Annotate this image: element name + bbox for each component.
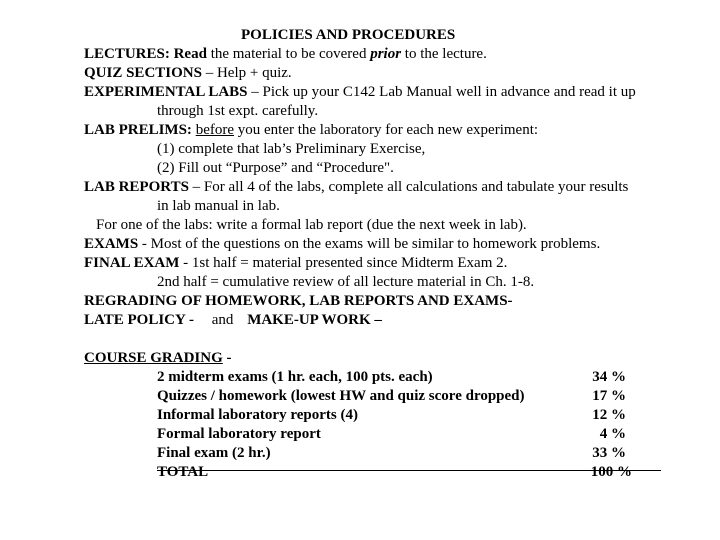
prelims-label: LAB PRELIMS:	[84, 122, 192, 138]
lectures-text-before: the material to be covered	[206, 46, 371, 62]
final-line	[84, 254, 507, 273]
prelims-item-1: (1) complete that lab’s Preliminary Exercise,	[157, 141, 426, 157]
late-line	[84, 311, 382, 330]
final-label: FINAL EXAM	[84, 255, 180, 271]
grading-row-pct: 17 %	[592, 388, 626, 404]
grading-row-item: 2 midterm exams (1 hr. each, 100 pts. each)	[157, 369, 433, 385]
lectures-text-after: to the lecture.	[401, 46, 487, 62]
reports-line-3: For one of the labs: write a formal lab report (due the next week in lab).	[96, 217, 527, 233]
exams-text: - Most of the questions on the exams will be similar to homework problems.	[138, 236, 601, 252]
labs-text: – Pick up your C142 Lab Manual well in advance and read it up	[247, 84, 636, 100]
grading-row-item: Informal laboratory reports (4)	[157, 407, 358, 423]
exams-line	[84, 235, 600, 254]
late-label: LATE POLICY -	[84, 312, 195, 328]
quiz-label: QUIZ SECTIONS	[84, 65, 202, 81]
grading-heading	[84, 349, 232, 368]
grading-row-pct: 4 %	[599, 426, 626, 442]
prelims-text: you enter the laboratory for each new experiment:	[234, 122, 539, 138]
prelims-item-2: (2) Fill out “Purpose” and “Procedure".	[157, 160, 394, 176]
grading-row-item: Final exam (2 hr.)	[157, 445, 271, 461]
grading-row-pct: 12 %	[592, 407, 626, 423]
grading-total-item: TOTAL	[157, 464, 209, 480]
grading-dash: -	[222, 350, 232, 366]
final-line-2: 2nd half = cumulative review of all lecture material in Ch. 1-8.	[157, 274, 535, 290]
prelims-line	[84, 121, 538, 140]
reports-label: LAB REPORTS	[84, 179, 189, 195]
lectures-line	[84, 45, 487, 64]
grading-row-pct: 33 %	[592, 445, 626, 461]
grading-row-item: Quizzes / homework (lowest HW and quiz score dropped)	[157, 388, 525, 404]
labs-label: EXPERIMENTAL LABS	[84, 84, 248, 100]
late-and: and	[211, 312, 234, 328]
labs-line-2: through 1st expt. carefully.	[157, 103, 319, 119]
exams-label: EXAMS	[84, 236, 139, 252]
reports-line	[84, 178, 628, 197]
prelims-before: before	[195, 122, 234, 138]
makeup-label: MAKE-UP WORK –	[247, 312, 382, 328]
quiz-text: – Help + quiz.	[201, 65, 292, 81]
reports-line-2: in lab manual in lab.	[157, 198, 280, 214]
labs-line	[84, 83, 636, 102]
reports-text: – For all 4 of the labs, complete all calculations and tabulate your results	[188, 179, 629, 195]
page-title: POLICIES AND PROCEDURES	[241, 27, 456, 43]
lectures-label: LECTURES: Read	[84, 46, 207, 62]
grading-total-pct: 100 %	[590, 464, 632, 480]
grading-row-pct: 34 %	[592, 369, 626, 385]
final-text: - 1st half = material presented since Midterm Exam 2.	[179, 255, 508, 271]
regrading-line: REGRADING OF HOMEWORK, LAB REPORTS AND EXAMS-	[84, 293, 513, 309]
quiz-line	[84, 64, 292, 83]
grading-label: COURSE GRADING	[84, 350, 223, 366]
grading-row-item: Formal laboratory report	[157, 426, 321, 442]
lectures-prior: prior	[370, 46, 402, 62]
